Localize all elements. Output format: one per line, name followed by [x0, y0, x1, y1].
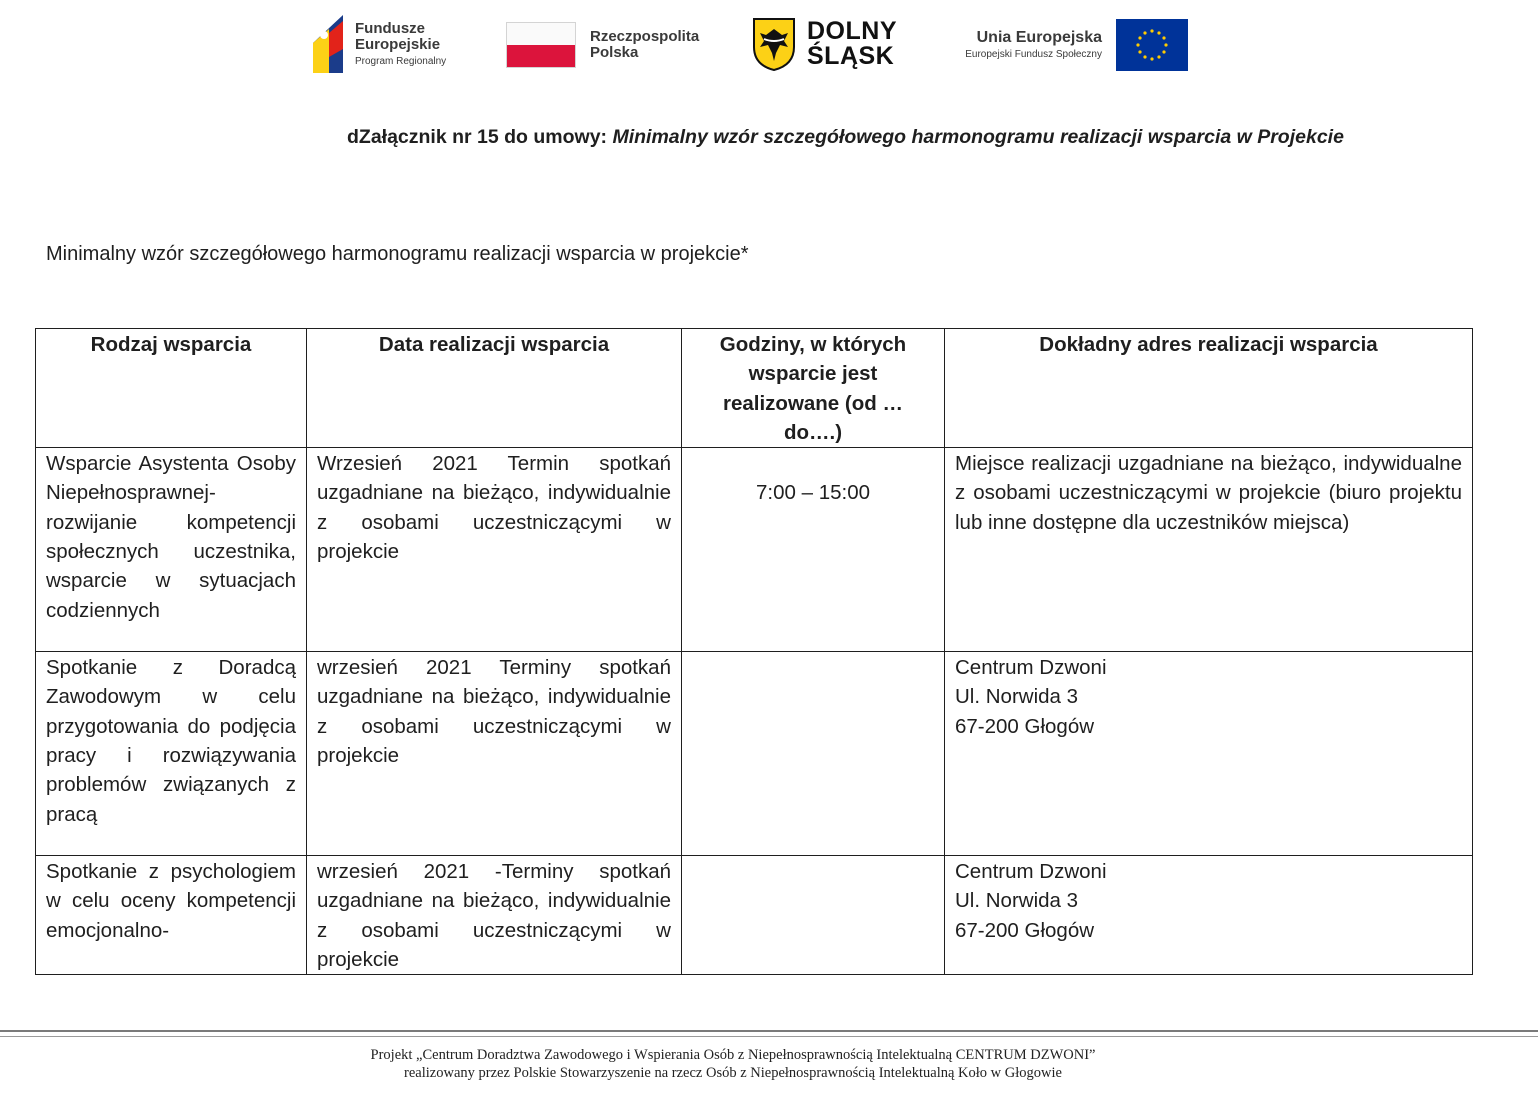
- schedule-table: [35, 328, 1473, 975]
- annex-heading-italic: Minimalny wzór szczegółowego harmonogramu realizacji wsparcia w Projekcie: [612, 126, 1344, 148]
- footer-line2: realizowany przez Polskie Stowarzyszenie na rzecz Osób z Niepełnosprawnością Intelektualną Koło w Głogowie: [404, 1065, 1062, 1081]
- annex-heading: [347, 126, 1344, 149]
- footer-divider: [0, 1030, 1538, 1032]
- cell-type: Wsparcie Asystenta Osoby Niepełnosprawnej- rozwijanie kompetencji społecznych uczestnika, wsparcie w sytuacjach codziennych: [36, 448, 307, 652]
- cell-hours: [682, 856, 945, 975]
- polish-flag-icon: [506, 22, 576, 68]
- unia-line2: Europejski Fundusz Społeczny: [965, 49, 1102, 60]
- cell-address: Centrum Dzwoni Ul. Norwida 3 67-200 Głogów: [945, 856, 1473, 975]
- document-subtitle: Minimalny wzór szczegółowego harmonogramu realizacji wsparcia w projekcie*: [46, 243, 749, 265]
- dolny-slask-line2: ŚLĄSK: [807, 42, 895, 70]
- fundusze-line3: Program Regionalny: [355, 56, 447, 67]
- cell-address: Centrum Dzwoni Ul. Norwida 3 67-200 Głogów: [945, 652, 1473, 856]
- header-adres: Dokładny adres realizacji wsparcia: [945, 329, 1473, 448]
- fundusze-line2: Europejskie: [355, 36, 441, 53]
- annex-heading-prefix: dZałącznik nr 15 do umowy:: [347, 126, 613, 148]
- unia-europejska-logo: [950, 19, 1190, 71]
- cell-date: wrzesień 2021 -Terminy spotkań uzgadniane na bieżąco, indywidualnie z osobami uczestniczącymi w projekcie: [307, 856, 682, 975]
- fundusze-europejskie-logo: [309, 13, 469, 75]
- fundusze-europejskie-mark-icon: [309, 13, 349, 75]
- dolny-slask-line1: DOLNY: [807, 17, 897, 45]
- footer-line1: Projekt „Centrum Doradztwa Zawodowego i Wspierania Osób z Niepełnosprawnością Intelektualną CENTRUM DZWONI”: [370, 1047, 1096, 1063]
- cell-type: Spotkanie z Doradcą Zawodowym w celu przygotowania do podjęcia pracy i rozwiązywania problemów związanych z pracą: [36, 652, 307, 856]
- cell-address: Miejsce realizacji uzgadniane na bieżąco, indywidualne z osobami uczestniczącymi w projekcie (biuro projektu lub inne dostępne dla uczestników miejsca): [945, 448, 1473, 652]
- header-data-realizacji: Data realizacji wsparcia: [307, 329, 682, 448]
- cell-date: Wrzesień 2021 Termin spotkań uzgadniane na bieżąco, indywidualnie z osobami uczestniczącymi w projekcie: [307, 448, 682, 652]
- cell-hours: [682, 448, 945, 652]
- cell-hours-text: 7:00 – 15:00: [756, 481, 870, 505]
- footer-divider-thin: [0, 1036, 1538, 1037]
- header-rodzaj-wsparcia: Rodzaj wsparcia: [36, 329, 307, 448]
- rzeczpospolita-line2: Polska: [590, 44, 639, 61]
- header-godziny: Godziny, w których wsparcie jest realizowane (od … do….): [682, 329, 945, 448]
- rzeczpospolita-polska-logo: [506, 22, 716, 70]
- table-row: [36, 856, 1473, 975]
- fundusze-line1: Fundusze: [355, 20, 425, 37]
- table-row: [36, 652, 1473, 856]
- eagle-crest-icon: [752, 17, 796, 71]
- cell-type: Spotkanie z psychologiem w celu oceny kompetencji emocjonalno-: [36, 856, 307, 975]
- eu-flag-icon: [1116, 19, 1188, 71]
- dolny-slask-logo: [752, 17, 912, 73]
- cell-hours: [682, 652, 945, 856]
- table-row: [36, 448, 1473, 652]
- rzeczpospolita-line1: Rzeczpospolita: [590, 28, 700, 45]
- cell-date: wrzesień 2021 Terminy spotkań uzgadniane na bieżąco, indywidualnie z osobami uczestniczącymi w projekcie: [307, 652, 682, 856]
- unia-line1: Unia Europejska: [976, 29, 1102, 46]
- table-header-row: [36, 329, 1473, 448]
- page-footer: [0, 1046, 1466, 1082]
